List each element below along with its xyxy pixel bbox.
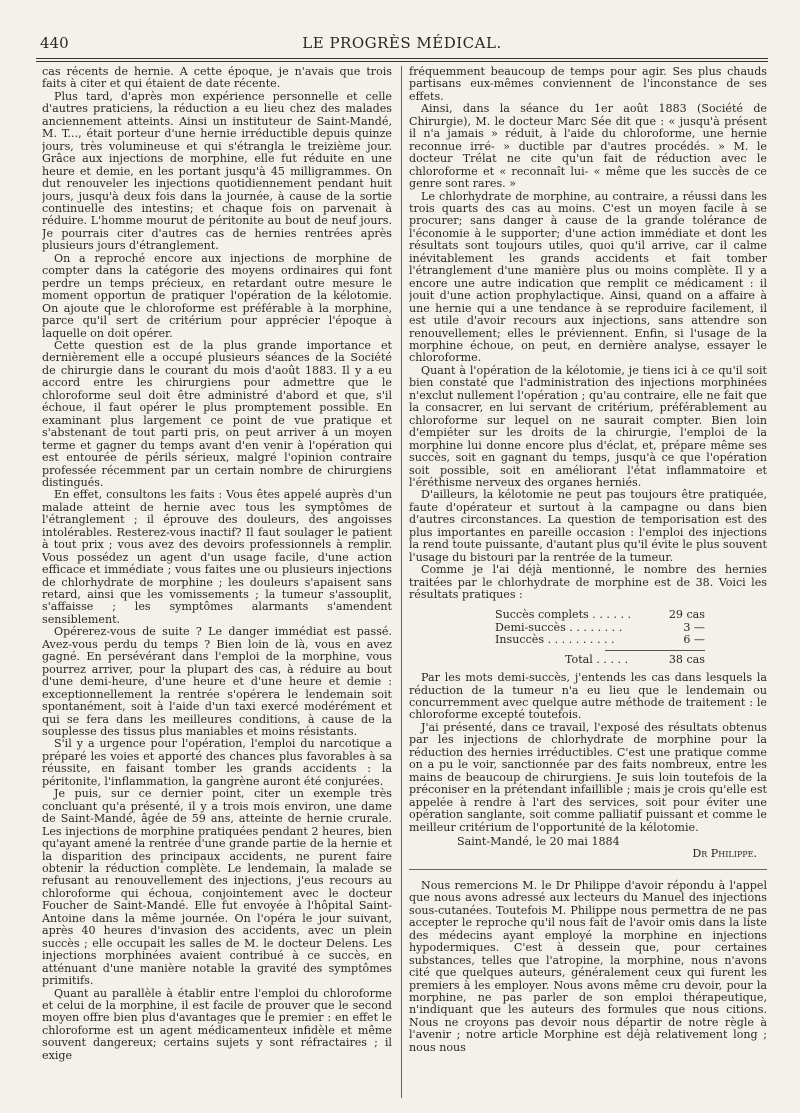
author-signature: Dr Philippe. bbox=[692, 847, 757, 861]
results-value: 6 — bbox=[683, 633, 705, 647]
signature-block bbox=[409, 848, 767, 860]
paragraph: D'ailleurs, la kélotomie ne peut pas toujours être pratiquée, faute d'opérateur et surtout à la campagne ou dans bien d'autres circonstances. La question de temporisation est des plus importantes en pareille occasion : l'emploi des injections la rend toute puissante, d'autant plus qu'il évite le plus souvent l'usage du bistouri par la rentrée de la tumeur. bbox=[409, 488, 767, 564]
paragraph: Quant à l'opération de la kélotomie, je tiens ici à ce qu'il soit bien constaté que l'administration des injections morphinées n'exclut nullement l'opération ; qu'au contraire, elle ne fait que la consacrer, en lui servant de critérium, préférablement au chloroforme sur lequel on ne saurait compter. Bien loin d'empiéter sur les droits de la chirurgie, l'emploi de la morphine lui donne encore plus d'éclat, et, prépare même ses succès, soit en gagnant du temps, jusqu'à ce que l'opération soit possible, soit en améliorant l'état inflammatoire et l'éréthisme nerveux des organes herniés. bbox=[409, 363, 767, 489]
paragraph: Opérerez-vous de suite ? Le danger immédiat est passé. Avez-vous perdu du temps ? Bien loin de là, vous en avez gagné. En persévérant dans l'emploi de la morphine, vous pourrez arriver, pour la plupart des cas, à réduire au bout d'une demi-heure, d'une heure et d'une heure et demie : exceptionnellement la rentrée s'opérera le lendemain soit spontanément, soit à l'aide d'un taxi exercé modérément et qui se fera dans les meilleures conditions, à cause de la souplesse des tissus plus maniables et moins résistants. bbox=[42, 625, 392, 739]
section-rule bbox=[409, 869, 767, 870]
paragraph: Ainsi, dans la séance du 1er août 1883 (Société de Chirurgie), M. le docteur Marc Sée dit que : « jusqu'à présent il n'a jamais » réduit, à l'aide du chloroforme, une hernie reconnue irré- » ductible par d'autres procédés. » M. le docteur Trélat ne cite qu'un fait de réduction avec le chloroforme et « reconnaît lui- « même que les succès de ce genre sont rares. » bbox=[409, 102, 767, 191]
total-value: 38 cas bbox=[668, 652, 705, 666]
header-rule bbox=[36, 58, 768, 62]
running-head bbox=[36, 34, 768, 56]
results-label: Demi-succès . . . . . . . . bbox=[495, 620, 623, 634]
paragraph: Comme je l'ai déjà mentionné, le nombre des hernies traitées par le chlorhydrate de morphine est de 38. Voici les résultats pratiques : bbox=[409, 563, 767, 602]
place-date: Saint-Mandé, le 20 mai 1884 bbox=[457, 835, 620, 848]
paragraph: Plus tard, d'après mon expérience personnelle et celle d'autres praticiens, la réduction a eu lieu chez des malades anciennement atteints. Ainsi un instituteur de Saint-Mandé, M. T..., était porteur d'une hernie irréductible depuis quinze jours, très volumineuse et qui s'étrangla le treizième jour. Grâce aux injections de morphine, elle fut réduite en une heure et demie, en les portant jusqu'à 45 milligrammes. On dut renouveler les injections quotidiennement pendant huit jours, jusqu'à deux fois dans la journée, à cause de la sortie continuelle des intestins; et chaque fois on parvenait à réduire. L'homme mourut de péritonite au bout de neuf jours. Je pourrais citer d'autres cas de hernies rentrées après plusieurs jours d'étranglement. bbox=[42, 89, 392, 253]
paragraph: Le chlorhydrate de morphine, au contraire, a réussi dans les trois quarts des cas au moins. C'est un moyen facile à se procurer; sans danger à cause de la grande tolérance de l'économie à le supporter; d'une action immédiate et dont les résultats sont toujours utiles, quoi qu'il arrive, car il calme inévitablement les grands accidents et fait tomber l'étranglement d'une manière plus ou moins complète. Il y a encore une autre indication que remplit ce médicament : il jouit d'une action prophylactique. Ainsi, quand on a affaire à une hernie qui a une tendance à se reproduire facilement, il est utile d'avoir recours aux injections, sans attendre son renouvellement; elles le préviennent. Enfin, si l'usage de la morphine échoue, on peut, en dernière analyse, essayer le chloroforme. bbox=[409, 189, 767, 365]
paragraph: cas récents de hernie. A cette époque, je n'avais que trois faits à citer et qui étaient de date récente. bbox=[42, 66, 392, 91]
paragraph: Par les mots demi-succès, j'entends les cas dans lesquels la réduction de la tumeur n'a eu lieu que le lendemain ou concurremment avec quelque autre méthode de traitement : le chloroforme excepté toutefois. bbox=[409, 671, 767, 722]
paragraph: Je puis, sur ce dernier point, citer un exemple très concluant qu'a présenté, il y a trois mois environ, une dame de Saint-Mandé, âgée de 59 ans, atteinte de hernie crurale. Les injections de morphine pratiquées pendant 2 heures, bien qu'ayant amené la rentrée d'une grande partie de la hernie et la disparition des principaux accidents, ne purent faire obtenir la réduction complète. Le lendemain, la malade se refusant au renouvellement des injections, j'eus recours au chloroforme qui échoua, conjointement avec le docteur Foucher de Saint-Mandé. Elle fut envoyée à l'hôpital Saint-Antoine dans la même journée. On l'opéra le jour suivant, après 40 heures d'invasion des accidents, avec un plein succès ; elle occupait les salles de M. le docteur Delens. Les injections morphinées avaient contribué à ce succès, en atténuant d'une manière notable la gravité des symptômes primitifs. bbox=[42, 787, 392, 988]
page-number: 440 bbox=[40, 34, 69, 52]
results-table bbox=[495, 609, 705, 666]
paragraph: Cette question est de la plus grande importance et dernièrement elle a occupé plusieurs séances de la Société de chirurgie dans le courant du mois d'août 1883. Il y a eu accord entre les chirurgiens pour admettre que le chloroforme seul doit être administré d'abord et que, s'il échoue, il faut opérer le plus promptement possible. En examinant plus largement ce point de vue pratique et s'abstenant de tout parti pris, on peut arriver à un moyen terme et gagner du temps avant d'en venir à l'opération qui est entourée de périls sérieux, malgré l'opinion contraire professée récemment par un certain nombre de chirurgiens distingués. bbox=[42, 338, 392, 489]
paragraph: Quant au parallèle à établir entre l'emploi du chloroforme et celui de la morphine, il est facile de prouver que le second moyen offre bien plus d'avantages que le premier : en effet le chloroforme est un agent médicamenteux infidèle et même souvent dangereux; certains sujets y sont réfractaires ; il exige bbox=[42, 986, 392, 1062]
paragraph: J'ai présenté, dans ce travail, l'exposé des résultats obtenus par les injections de chlorhydrate de morphine pour la réduction des hernies irréductibles. C'est une pratique comme on a pu le voir, sanctionnée par des faits nombreux, entre les mains de beaucoup de chirurgiens. Je suis loin toutefois de la préconiser en la prétendant infaillible ; mais je crois qu'elle est appelée à rendre à l'art des services, soit pour éviter une opération sanglante, soit comme palliatif puissant et comme le meilleur critérium de l'opportunité de la kélotomie. bbox=[409, 720, 767, 834]
results-total bbox=[565, 654, 705, 666]
results-value: 3 — bbox=[683, 620, 705, 634]
results-value: 29 cas bbox=[668, 608, 705, 622]
total-label: Total . . . . . bbox=[565, 652, 629, 666]
results-label: Insuccès . . . . . . . . . . bbox=[495, 633, 615, 647]
results-row bbox=[495, 634, 705, 646]
results-label: Succès complets . . . . . . bbox=[495, 608, 632, 622]
paragraph: En effet, consultons les faits : Vous êtes appelé auprès d'un malade atteint de hernie avec tous les symptômes de l'étranglement ; il éprouve des douleurs, des angoisses intolérables. Resterez-vous inactif? Il faut soulager le patient à tout prix ; vous avez des devoirs professionnels à remplir. Vous possédez un agent d'un usage facile, d'une action efficace et immédiate ; vous faites une ou plusieurs injections de chlorhydrate de morphine ; les douleurs s'apaisent sans retard, ainsi que les vomissements ; la tumeur s'assouplit, s'affaisse ; les symptômes alarmants s'amendent sensiblement. bbox=[42, 488, 392, 626]
left-column bbox=[42, 66, 392, 1101]
total-rule bbox=[605, 650, 705, 651]
column-divider bbox=[401, 66, 402, 1098]
paragraph: fréquemment beaucoup de temps pour agir. Ses plus chauds partisans eux-mêmes conviennent de l'inconstance de ses effets. bbox=[409, 66, 767, 103]
paragraph: On a reproché encore aux injections de morphine de compter dans la catégorie des moyens ordinaires qui font perdre un temps précieux, en retardant outre mesure le moment opportun de pratiquer l'opération de la kélotomie. On ajoute que le chloroforme est préférable à la morphine, parce qu'il sert de critérium pour apprécier l'époque à laquelle on doit opérer. bbox=[42, 251, 392, 340]
journal-title: LE PROGRÈS MÉDICAL. bbox=[302, 34, 502, 52]
paragraph: S'il y a urgence pour l'opération, l'emploi du narcotique a préparé les voies et apporté des chances plus favorables à sa réussite, en faisant tomber les grands accidents : la péritonite, l'inflammation, la gangrène auront été conjurées. bbox=[42, 737, 392, 788]
right-column bbox=[409, 66, 767, 1101]
editor-note: Nous remercions M. le Dr Philippe d'avoir répondu à l'appel que nous avons adressé aux lecteurs du Manuel des injections sous-cutanées. Toutefois M. Philippe nous permettra de ne pas accepter le reproche qu'il nous fait de l'avoir omis dans la liste des médecins ayant employé la morphine en injections hypodermiques. C'est à dessein que, pour certaines substances, telles que l'atropine, la morphine, nous n'avons cité que quelques auteurs, généralement ceux qui furent les premiers à les employer. Nous avons même cru devoir, pour la morphine, ne pas parler de son emploi thérapeutique, n'indiquant que les auteurs des formules que nous citions. Nous ne croyons pas devoir nous départir de notre règle à l'avenir ; notre article Morphine est déjà relativement long ; nous nous bbox=[409, 878, 767, 1054]
